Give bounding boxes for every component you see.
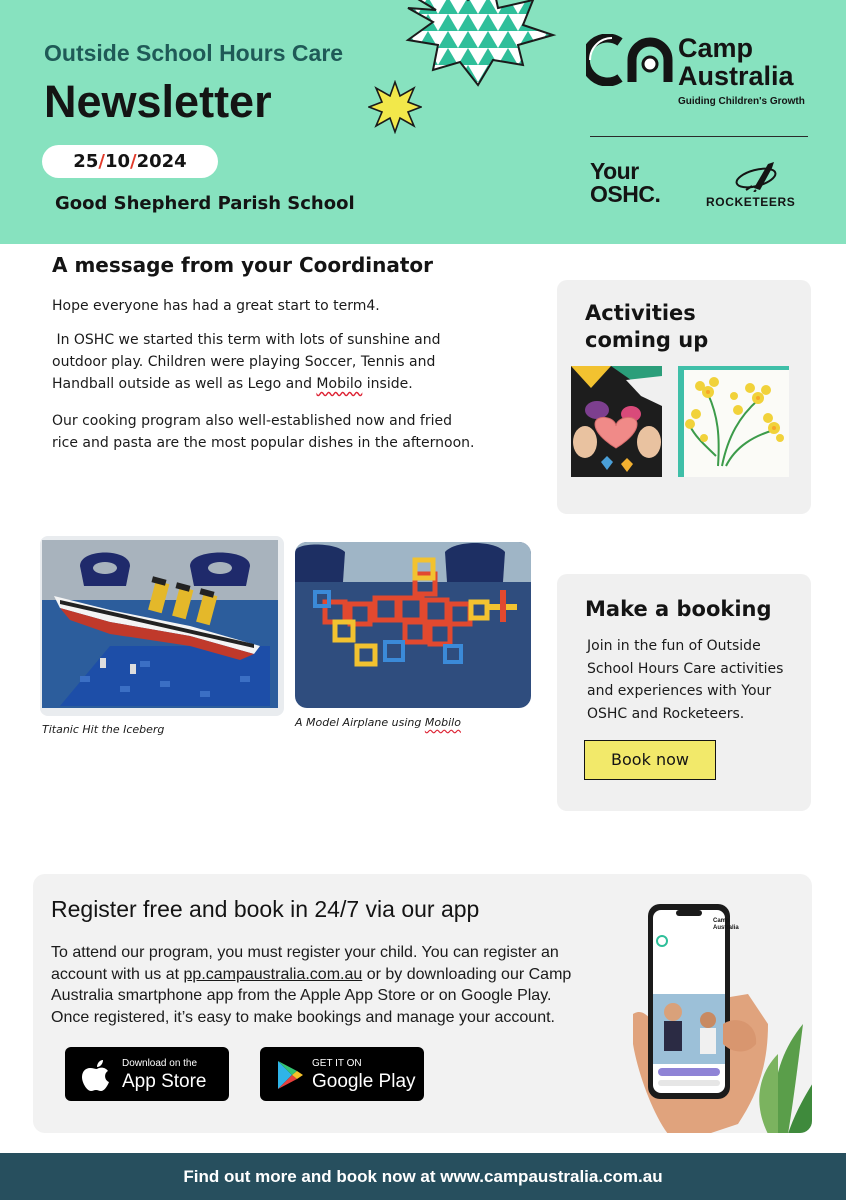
brand-name: Camp Australia [678, 33, 794, 91]
mobilo-airplane-photo [295, 542, 531, 708]
footer-banner[interactable]: Find out more and book now at www.campaustralia.com.au [0, 1153, 846, 1200]
rocketeers-logo: ROCKETEERS [706, 195, 796, 209]
booking-card [557, 574, 811, 811]
titanic-photo-caption: Titanic Hit the Iceberg [42, 723, 165, 736]
book-now-button[interactable]: Book now [584, 740, 716, 780]
apple-icon [81, 1058, 113, 1092]
message-paragraph-1: Hope everyone has had a great start to term4. [52, 298, 380, 314]
sun-star-icon [368, 80, 422, 134]
starburst-decoration-icon [398, 0, 558, 90]
google-play-button[interactable]: GET IT ON Google Play [260, 1047, 424, 1101]
google-play-icon [276, 1060, 304, 1090]
register-heading: Register free and book in 24/7 via our app [51, 896, 480, 922]
coordinator-message-heading: A message from your Coordinator [52, 253, 434, 277]
activities-card [557, 280, 811, 514]
your-oshc-logo: Your OSHC. [590, 158, 661, 207]
titanic-lego-photo [40, 536, 284, 716]
register-portal-link[interactable]: pp.campaustralia.com.au [183, 965, 363, 983]
origami-heart-image [571, 366, 662, 477]
message-paragraph-2: In OSHC we started this term with lots of sunshine and outdoor play. Children were playing Soccer, Tennis and Handball outside as well as Lego and Mobilo inside. [52, 332, 441, 392]
rocket-icon [734, 160, 780, 192]
camp-australia-logo [586, 34, 816, 114]
header-subtitle: Outside School Hours Care [44, 40, 344, 66]
brand-divider [590, 136, 808, 137]
message-paragraph-3: Our cooking program also well-established now and fried rice and pasta are the most popular dishes in the afternoon. [52, 413, 475, 451]
flower-painting-image [678, 366, 789, 477]
header-title: Newsletter [44, 76, 272, 127]
register-app-section [33, 874, 812, 1133]
school-name: Good Shepherd Parish School [55, 193, 355, 214]
booking-description: Join in the fun of Outside School Hours Care activities and experiences with Your OSHC and Rocketeers. [587, 638, 784, 722]
date-badge: 25/10/2024 [42, 145, 218, 178]
register-description: To attend our program, you must register your child. You can register an account with us at pp.campaustralia.com.au or by downloading our Camp Australia smartphone app from the Apple App Store or on Google Play. Once registered, it’s easy to make bookings and manage your account. [51, 944, 572, 1026]
camp-australia-ca-icon [586, 34, 676, 86]
brand-tagline: Guiding Children's Growth [678, 96, 805, 107]
activities-title: Activities coming up [585, 301, 709, 352]
app-store-button[interactable]: Download on the App Store [65, 1047, 229, 1101]
newsletter-header [0, 0, 846, 244]
airplane-photo-caption: A Model Airplane using Mobilo [295, 716, 461, 729]
booking-title: Make a booking [585, 597, 772, 621]
phone-screen-brand: Camp Australia [713, 918, 739, 931]
